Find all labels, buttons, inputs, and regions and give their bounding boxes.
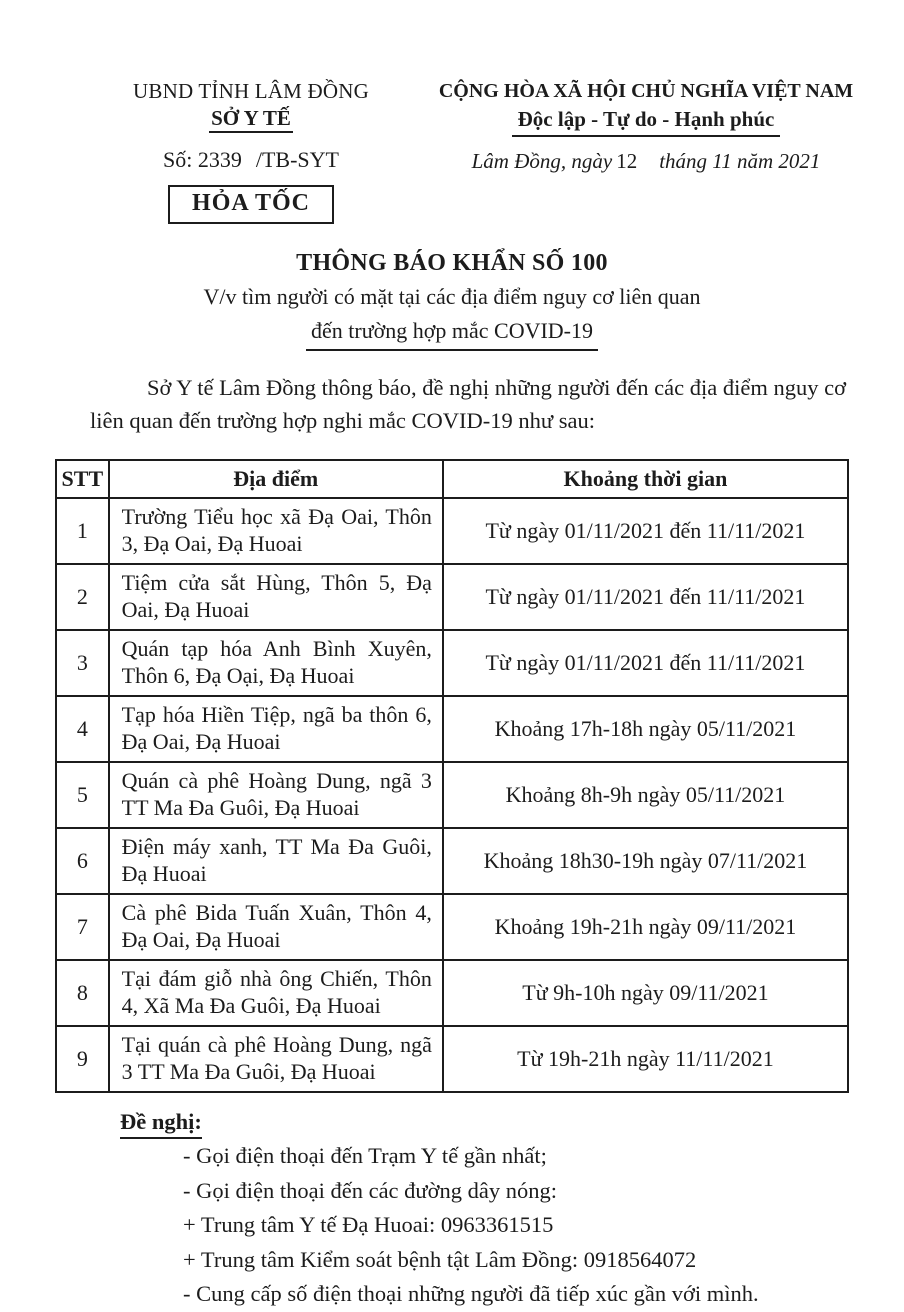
table-row: [56, 1026, 848, 1092]
table-header-row: [56, 460, 848, 498]
notice-title: THÔNG BÁO KHẨN SỐ 100: [296, 250, 608, 276]
stt-cell: 7: [56, 894, 109, 960]
stt-cell: 8: [56, 960, 109, 1026]
time-cell: Từ ngày 01/11/2021 đến 11/11/2021: [443, 498, 848, 564]
location-cell: Trường Tiểu học xã Đạ Oai, Thôn 3, Đạ Oai, Đạ Huoai: [109, 498, 443, 564]
date-rest: tháng 11 năm 2021: [659, 149, 821, 173]
table-row: [56, 498, 848, 564]
time-cell: Khoảng 8h-9h ngày 05/11/2021: [443, 762, 848, 828]
column-header-time: Khoảng thời gian: [443, 460, 848, 498]
location-cell: Điện máy xanh, TT Ma Đa Guôi, Đạ Huoai: [109, 828, 443, 894]
national-motto: Độc lập - Tự do - Hạnh phúc: [415, 107, 877, 137]
request-item: + Trung tâm Y tế Đạ Huoai: 0963361515: [183, 1212, 554, 1237]
locations-table: [55, 459, 849, 1093]
table-row: [56, 828, 848, 894]
location-cell: Tiệm cửa sắt Hùng, Thôn 5, Đạ Oai, Đạ Huoai: [109, 564, 443, 630]
notice-subtitle-line1: V/v tìm người có mặt tại các địa điểm nguy cơ liên quan: [203, 284, 701, 309]
stt-cell: 3: [56, 630, 109, 696]
table-row: [56, 630, 848, 696]
document-number: [95, 147, 407, 173]
request-item: + Trung tâm Kiểm soát bệnh tật Lâm Đồng: 0918564072: [183, 1246, 697, 1272]
location-cell: Tại quán cà phê Hoàng Dung, ngã 3 TT Ma Đa Guôi, Đạ Huoai: [109, 1026, 443, 1092]
stt-cell: 5: [56, 762, 109, 828]
table-row: [56, 696, 848, 762]
urgency-stamp: HỎA TỐC: [168, 185, 334, 224]
table-row: [56, 564, 848, 630]
issuing-agency-block: [95, 78, 407, 224]
column-header-location: Địa điểm: [109, 460, 443, 498]
stt-cell: 2: [56, 564, 109, 630]
location-cell: Quán tạp hóa Anh Bình Xuyên, Thôn 6, Đạ Oại, Đạ Huoai: [109, 630, 443, 696]
time-cell: Từ 9h-10h ngày 09/11/2021: [443, 960, 848, 1026]
notice-subtitle-line2: đến trường hợp mắc COVID-19: [0, 317, 904, 351]
time-cell: Khoảng 18h30-19h ngày 07/11/2021: [443, 828, 848, 894]
time-cell: Từ 19h-21h ngày 11/11/2021: [443, 1026, 848, 1092]
location-cell: Quán cà phê Hoàng Dung, ngã 3 TT Ma Đa Guôi, Đạ Huoai: [109, 762, 443, 828]
requests-section: [120, 1109, 904, 1312]
document-number-value: Số: 2339: [163, 147, 242, 172]
table-row: [56, 762, 848, 828]
stt-cell: 1: [56, 498, 109, 564]
stt-cell: 9: [56, 1026, 109, 1092]
agency-name: SỞ Y TẾ: [95, 106, 407, 133]
parent-agency-name: UBND TỈNH LÂM ĐỒNG: [133, 79, 369, 103]
location-cell: Cà phê Bida Tuấn Xuân, Thôn 4, Đạ Oai, Đạ Huoai: [109, 894, 443, 960]
stt-cell: 4: [56, 696, 109, 762]
requests-heading: Đề nghị:: [120, 1109, 904, 1139]
date-day: 12: [616, 149, 638, 173]
national-header-block: [415, 78, 877, 224]
national-title: CỘNG HÒA XÃ HỘI CHỦ NGHĨA VIỆT NAM: [438, 80, 854, 102]
time-cell: Từ ngày 01/11/2021 đến 11/11/2021: [443, 564, 848, 630]
request-item: - Gọi điện thoại đến các đường dây nóng:: [183, 1177, 557, 1203]
date-prefix: Lâm Đồng, ngày: [471, 149, 613, 173]
time-cell: Khoảng 19h-21h ngày 09/11/2021: [443, 894, 848, 960]
document-number-suffix: /TB-SYT: [255, 147, 339, 172]
time-cell: Khoảng 17h-18h ngày 05/11/2021: [443, 696, 848, 762]
location-cell: Tại đám giỗ nhà ông Chiến, Thôn 4, Xã Ma Đa Guôi, Đạ Huoai: [109, 960, 443, 1026]
request-item: - Cung cấp số điện thoại những người đã tiếp xúc gần với mình.: [183, 1281, 759, 1306]
notice-title-block: [0, 250, 904, 351]
stt-cell: 6: [56, 828, 109, 894]
document-header: [0, 78, 904, 224]
intro-paragraph: Sở Y tế Lâm Đồng thông báo, đề nghị những người đến các địa điểm nguy cơ liên quan đến trường hợp nghi mắc COVID-19 như sau:: [90, 375, 846, 433]
location-cell: Tạp hóa Hiền Tiệp, ngã ba thôn 6, Đạ Oai, Đạ Huoai: [109, 696, 443, 762]
place-date-line: [415, 149, 877, 174]
column-header-stt: STT: [56, 460, 109, 498]
table-row: [56, 960, 848, 1026]
time-cell: Từ ngày 01/11/2021 đến 11/11/2021: [443, 630, 848, 696]
table-row: [56, 894, 848, 960]
request-item: - Gọi điện thoại đến Trạm Y tế gần nhất;: [183, 1143, 547, 1168]
